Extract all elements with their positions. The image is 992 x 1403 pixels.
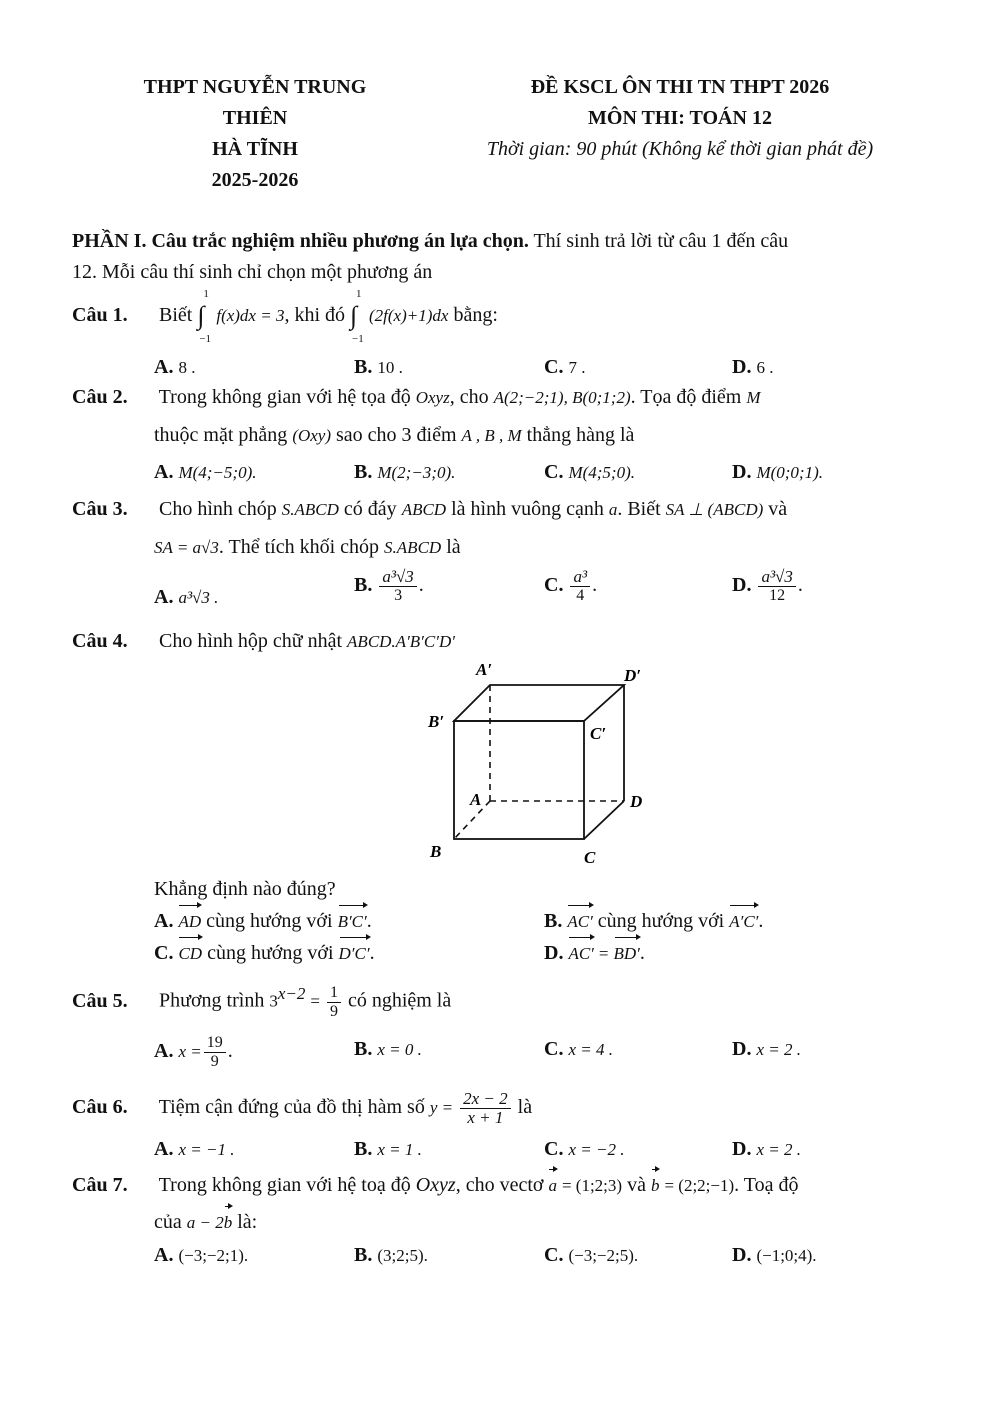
option-text: cùng hướng với xyxy=(207,942,334,964)
denominator: 12 xyxy=(769,587,786,604)
fraction xyxy=(327,984,341,1021)
q1-text-3: bằng: xyxy=(453,304,498,326)
q2-option-c[interactable] xyxy=(544,457,635,488)
option-text: M(4;5;0). xyxy=(568,463,636,482)
q3-text: Cho hình chóp xyxy=(159,498,277,520)
q2-text: Trong không gian với hệ tọa độ xyxy=(158,386,411,408)
q3-perp: SA ⊥ (ABCD) xyxy=(665,500,764,519)
option-letter: C. xyxy=(154,942,174,964)
vector: AC′ xyxy=(567,906,592,937)
q4-option-c[interactable]: C. CD cùng hướng với D′C′. xyxy=(154,938,375,969)
option-letter: C. xyxy=(544,356,564,378)
option-text: x = −2 . xyxy=(568,1140,625,1159)
q4-option-b[interactable]: B. AC′ cùng hướng với A′C′. xyxy=(544,906,763,937)
option-letter: B. xyxy=(354,461,373,483)
exam-time: Thời gian: 90 phút (Không kể thời gian phát đề) xyxy=(486,138,874,160)
q7-option-a[interactable] xyxy=(154,1240,248,1271)
numerator: 19 xyxy=(204,1034,226,1053)
option-letter: B. xyxy=(354,574,373,597)
vector: a xyxy=(548,1170,557,1201)
option-text: cùng hướng với xyxy=(597,910,725,932)
part-1-desc-1: Thí sinh trả lời từ câu 1 đến câu xyxy=(528,230,789,252)
q3-text-5: và xyxy=(768,498,788,520)
q6-option-d[interactable] xyxy=(732,1134,801,1165)
q2-option-b[interactable] xyxy=(354,457,455,488)
exam-title: ĐỀ KSCL ÔN THI TN THPT 2026 xyxy=(530,76,830,98)
question-2 xyxy=(72,382,761,413)
q3-option-c[interactable]: C. $\frac{\text{a³}}{4}$ . xyxy=(544,567,598,604)
q6-option-c[interactable] xyxy=(544,1134,624,1165)
edge-dc xyxy=(584,801,624,839)
q5-exponent: x−2 xyxy=(277,984,306,1003)
rectangular-box-figure xyxy=(420,655,650,875)
fraction xyxy=(460,1090,511,1127)
option-text: x = 2 . xyxy=(756,1140,801,1159)
q4-option-d[interactable]: D. AC′ = BD′. xyxy=(544,938,645,969)
exam-header xyxy=(420,72,940,165)
school-name-line1: THPT NGUYỄN TRUNG xyxy=(143,76,367,98)
part-1-desc-2: 12. Mỗi câu thí sinh chỉ chọn một phương án xyxy=(72,261,433,283)
front-face xyxy=(454,721,584,839)
q1-integral-1: f(x)dx = 3 xyxy=(216,306,285,325)
q7-text-5: của xyxy=(154,1211,182,1233)
top-face xyxy=(454,685,624,721)
denominator: x + 1 xyxy=(467,1108,504,1127)
q1-integral-2: (2f(x)+1)dx xyxy=(369,306,449,325)
option-letter: B. xyxy=(354,1244,373,1266)
part-1-intro xyxy=(72,226,924,288)
question-label: Câu 2. xyxy=(72,386,128,408)
q1-option-b[interactable] xyxy=(354,352,403,383)
q3-option-d[interactable]: D. $\frac{\text{a³√3}}{12}$ . xyxy=(732,567,803,604)
q7-b-value: = (2;2;−1) xyxy=(664,1176,735,1195)
q6-text: Tiệm cận đứng của đồ thị hàm số xyxy=(158,1096,425,1119)
question-6 xyxy=(72,1090,532,1127)
option-letter: D. xyxy=(544,942,564,964)
q5-option-d[interactable] xyxy=(732,1034,801,1065)
option-text: (3;2;5). xyxy=(377,1246,428,1265)
option-letter: A. xyxy=(154,356,174,378)
numerator: a³ xyxy=(570,568,590,587)
q3-text-2: có đáy xyxy=(343,498,397,520)
q4-option-a[interactable]: A. AD cùng hướng với B′C′. xyxy=(154,906,372,937)
q3-option-b[interactable]: B. $\frac{\text{a³√3}}{3}$ . xyxy=(354,567,424,604)
option-text: x = 1 . xyxy=(377,1140,422,1159)
q7-option-d[interactable] xyxy=(732,1240,817,1271)
school-year: 2025-2026 xyxy=(211,169,299,191)
denominator: 9 xyxy=(210,1053,219,1070)
option-letter: D. xyxy=(732,356,752,378)
q7-option-b[interactable] xyxy=(354,1240,428,1271)
q4-text: Cho hình hộp chữ nhật xyxy=(159,630,343,652)
option-letter: B. xyxy=(354,1138,373,1160)
q6-option-a[interactable] xyxy=(154,1134,234,1165)
vertex-label: C xyxy=(584,848,596,867)
q3-base: ABCD xyxy=(401,500,447,519)
vector: b xyxy=(224,1207,233,1238)
q2-text-3: . Tọa độ điểm xyxy=(630,386,742,408)
q1-option-d[interactable] xyxy=(732,352,773,383)
q3-pyramid: S.ABCD xyxy=(384,538,442,557)
option-text: 6 . xyxy=(756,358,774,377)
vector: b xyxy=(651,1170,660,1201)
q1-option-a[interactable] xyxy=(154,352,195,383)
fraction xyxy=(570,568,590,605)
q3-option-a[interactable] xyxy=(154,582,218,613)
option-letter: C. xyxy=(544,461,564,483)
vector: D′C′ xyxy=(339,938,370,969)
vertex-label: A xyxy=(470,790,482,809)
q6-option-b[interactable] xyxy=(354,1134,422,1165)
vector: B′C′ xyxy=(338,906,367,937)
school-province: HÀ TĨNH xyxy=(212,138,298,160)
numerator: a³√3 xyxy=(758,568,795,587)
q5-equals: = xyxy=(310,991,320,1011)
q3-a: a xyxy=(608,500,618,519)
vector: A′C′ xyxy=(729,906,758,937)
q7-text-6: là: xyxy=(237,1211,258,1233)
option-letter: D. xyxy=(732,574,752,597)
part-1-title: PHẦN I. Câu trắc nghiệm nhiều phương án lựa chọn. xyxy=(72,230,529,252)
vertex-label: A′ xyxy=(476,660,493,679)
option-letter: D. xyxy=(732,1138,752,1160)
option-text: cùng hướng với xyxy=(206,910,333,932)
question-2-line2 xyxy=(154,420,634,451)
vertex-label: B′ xyxy=(428,712,445,731)
q3-text-4: . Biết xyxy=(617,498,661,520)
vector: AD xyxy=(178,906,201,937)
question-4 xyxy=(72,626,455,657)
q1-text-2: , khi đó xyxy=(284,304,346,326)
option-letter: D. xyxy=(732,461,752,483)
vertex-label: D xyxy=(630,792,643,811)
option-letter: B. xyxy=(354,356,373,378)
q7-text-4: . Toạ độ xyxy=(734,1174,799,1196)
q7-text: Trong không gian với hệ toạ độ xyxy=(158,1174,411,1196)
question-label: Câu 5. xyxy=(72,989,128,1012)
numerator: a³√3 xyxy=(379,568,416,587)
q2-oxyz: Oxyz xyxy=(415,388,450,407)
question-label: Câu 1. xyxy=(72,304,128,326)
question-3 xyxy=(72,494,787,525)
exam-subject: MÔN THI: TOÁN 12 xyxy=(588,107,772,129)
fraction xyxy=(758,568,795,605)
question-label: Câu 6. xyxy=(72,1096,128,1119)
q5-text: Phương trình xyxy=(159,989,265,1012)
option-text: M(4;−5;0). xyxy=(178,463,257,482)
vertex-label: C′ xyxy=(590,724,607,743)
q7-text-3: và xyxy=(627,1174,646,1196)
option-text: x = 4 . xyxy=(568,1040,613,1059)
option-letter: D. xyxy=(732,1244,752,1266)
option-text: x = 2 . xyxy=(756,1040,801,1059)
question-label: Câu 7. xyxy=(72,1174,128,1196)
option-text: 10 . xyxy=(377,358,403,377)
q2-m: M xyxy=(746,388,761,407)
option-letter: B. xyxy=(544,910,563,932)
q3-text-3: là hình vuông cạnh xyxy=(451,498,604,520)
option-letter: A. xyxy=(154,461,174,483)
option-text: M(2;−3;0). xyxy=(377,463,456,482)
q2-text-5: sao cho 3 điểm xyxy=(336,424,457,446)
q7-option-c[interactable] xyxy=(544,1240,638,1271)
q2-abm: A , B , M xyxy=(461,426,522,445)
q5-option-a[interactable]: A. x = $\frac{19}{9}$ . xyxy=(154,1034,233,1070)
q2-text-6: thẳng hàng là xyxy=(526,424,635,446)
q2-oxy: (Oxy) xyxy=(292,426,332,445)
school-header xyxy=(120,72,390,196)
denominator: 3 xyxy=(394,587,403,604)
question-7 xyxy=(72,1170,799,1201)
denominator: 4 xyxy=(576,587,585,604)
q2-option-a[interactable] xyxy=(154,457,256,488)
option-text: (−3;−2;5). xyxy=(568,1246,639,1265)
q3-pyramid: S.ABCD xyxy=(281,500,339,519)
q2-option-d[interactable] xyxy=(732,457,823,488)
q3-text-6: . Thể tích khối chóp xyxy=(218,536,380,558)
q4-box: ABCD.A′B′C′D′ xyxy=(347,632,455,651)
question-label: Câu 4. xyxy=(72,630,128,652)
question-5 xyxy=(72,978,451,1021)
numerator: 1 xyxy=(327,984,341,1003)
q2-points: A(2;−2;1), B(0;1;2) xyxy=(493,388,631,407)
q7-text-2: , cho vectơ xyxy=(455,1174,544,1196)
q7-expr: a − 2 xyxy=(186,1213,224,1232)
question-1 xyxy=(72,288,498,346)
option-letter: C. xyxy=(544,574,564,597)
q2-text-2: , cho xyxy=(449,386,489,408)
option-letter: C. xyxy=(544,1244,564,1266)
option-text: x = 0 . xyxy=(377,1040,422,1059)
q5-text-2: có nghiệm là xyxy=(347,989,452,1012)
q7-oxyz: Oxyz xyxy=(415,1174,456,1196)
option-letter: A. xyxy=(154,910,174,932)
q1-text: Biết xyxy=(159,304,193,326)
q3-sa: SA = a√3 xyxy=(154,538,219,557)
option-letter: B. xyxy=(354,1038,373,1060)
q4-question: Khẳng định nào đúng? xyxy=(154,878,336,900)
option-letter: D. xyxy=(732,1038,752,1060)
question-7-line2 xyxy=(154,1207,257,1238)
q2-text-4: thuộc mặt phẳng xyxy=(154,424,288,446)
option-text: x = −1 . xyxy=(178,1140,235,1159)
vertex-label: B xyxy=(430,842,442,861)
integral-sign: ∫ 1 −1 xyxy=(197,288,212,346)
option-letter: C. xyxy=(544,1138,564,1160)
q5-option-c[interactable] xyxy=(544,1034,613,1065)
q5-option-b[interactable] xyxy=(354,1034,422,1065)
equals: = xyxy=(598,944,609,963)
fraction xyxy=(204,1034,226,1071)
vector: CD xyxy=(178,938,202,969)
q3-text-7: là xyxy=(446,536,461,558)
vector: AC′ xyxy=(568,938,593,969)
option-text: 8 . xyxy=(178,358,196,377)
option-text: M(0;0;1). xyxy=(756,463,824,482)
school-name-line2: THIÊN xyxy=(222,107,288,129)
vector: BD′ xyxy=(614,938,640,969)
option-letter: A. xyxy=(154,1244,174,1266)
numerator: 2x − 2 xyxy=(460,1090,511,1109)
question-label: Câu 3. xyxy=(72,498,128,520)
option-text: a³√3 . xyxy=(178,588,219,607)
question-3-line2 xyxy=(154,532,461,563)
denominator: 9 xyxy=(329,1002,338,1020)
option-letter: A. xyxy=(154,1138,174,1160)
option-letter: A. xyxy=(154,1040,174,1063)
vertex-label: D′ xyxy=(624,666,642,685)
fraction xyxy=(379,568,416,605)
option-letter: A. xyxy=(154,586,174,608)
integral-sign: ∫ 1 −1 xyxy=(350,288,364,346)
q6-text-2: là xyxy=(517,1096,533,1119)
option-text: x = xyxy=(178,1042,202,1062)
option-text: (−3;−2;1). xyxy=(178,1246,249,1265)
q1-option-c[interactable] xyxy=(544,352,585,383)
option-letter: C. xyxy=(544,1038,564,1060)
option-text: 7 . xyxy=(568,358,586,377)
q5-base: 3 xyxy=(269,991,278,1011)
q7-a-value: = (1;2;3) xyxy=(561,1176,623,1195)
q6-lhs: y = xyxy=(429,1098,454,1118)
option-text: (−1;0;4). xyxy=(756,1246,817,1265)
